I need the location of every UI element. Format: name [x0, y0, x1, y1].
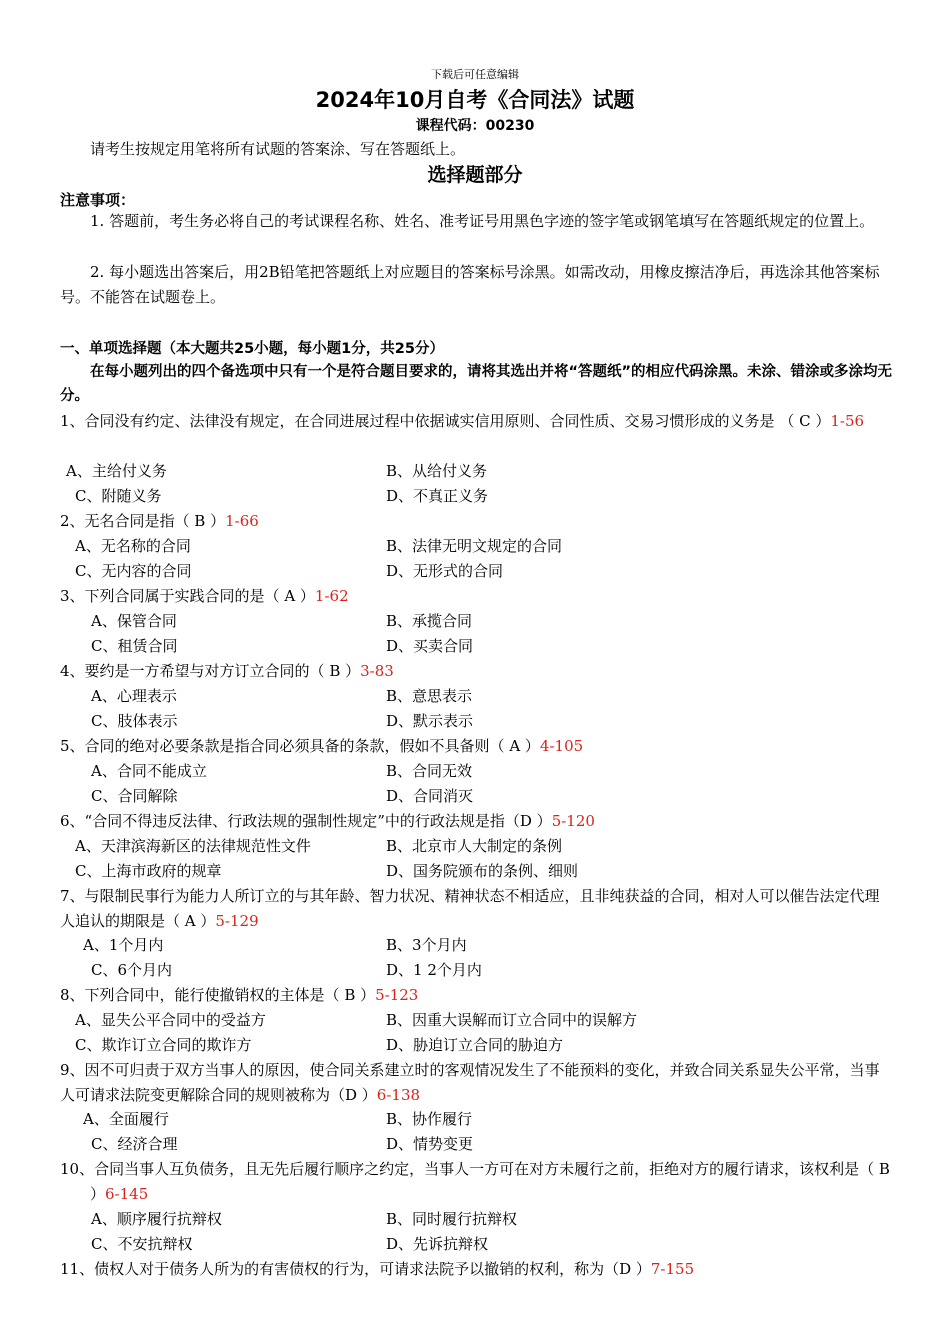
option-c: C、不安抗辩权 [91, 1235, 193, 1253]
option-d: D、1 2个月内 [386, 961, 482, 979]
page-reference: 1-62 [314, 587, 349, 605]
page-reference: 7-155 [650, 1260, 695, 1278]
page-reference: 1-56 [830, 412, 865, 430]
option-b: B、3个月内 [386, 936, 467, 954]
option-b: B、意思表示 [386, 687, 473, 705]
option-b: B、法律无明文规定的合同 [386, 537, 563, 555]
option-c: C、欺诈订立合同的欺诈方 [75, 1036, 252, 1054]
exam-instruction: 请考生按规定用笔将所有试题的答案涂、写在答题纸上。 [90, 140, 466, 158]
option-a: A、1个月内 [83, 936, 164, 954]
option-d: D、情势变更 [386, 1135, 474, 1153]
option-d: D、胁迫订立合同的胁迫方 [386, 1036, 564, 1054]
option-d: D、默示表示 [386, 712, 474, 730]
option-b: B、因重大误解而订立合同中的误解方 [386, 1011, 638, 1029]
option-a: A、无名称的合同 [75, 537, 191, 555]
question-stem: 5、合同的绝对必要条款是指合同必须具备的条款，假如不具备则（ A ）4-105 [60, 737, 584, 755]
question-stem: 2、无名合同是指（ B ）1-66 [60, 512, 259, 530]
question-stem: 7、与限制民事行为能力人所订立的与其年龄、智力状况、精神状态不相适应，且非纯获益的合同，相对人可以催告法定代理人追认的期限是（ A ）5-129 [60, 887, 880, 930]
option-b: B、合同无效 [386, 762, 473, 780]
note-item: 2. 每小题选出答案后，用2B铅笔把答题纸上对应题目的答案标号涂黑。如需改动，用橡皮擦洁净后，再选涂其他答案标号。不能答在试题卷上。 [60, 263, 880, 306]
question-stem: 4、要约是一方希望与对方订立合同的（ B ）3-83 [60, 662, 394, 680]
question-stem: 6、“合同不得违反法律、行政法规的强制性规定”中的行政法规是指（D ）5-120 [60, 812, 595, 830]
option-d: D、先诉抗辩权 [386, 1235, 489, 1253]
question-stem: 11、债权人对于债务人所为的有害债权的行为，可请求法院予以撤销的权利，称为（D ）7-155 [60, 1260, 695, 1278]
section-title: 选择题部分 [427, 164, 523, 186]
option-b: B、协作履行 [386, 1110, 473, 1128]
option-a: A、保管合同 [91, 612, 177, 630]
option-a: A、主给付义务 [66, 462, 167, 480]
page-reference: 3-83 [360, 662, 394, 680]
option-a: A、显失公平合同中的受益方 [75, 1011, 266, 1029]
page-title: 2024年10月自考《合同法》试题 [315, 88, 635, 112]
option-c: C、附随义务 [75, 487, 162, 505]
option-c: C、租赁合同 [91, 637, 178, 655]
header-note: 下载后可任意编辑 [431, 68, 519, 81]
option-d: D、国务院颁布的条例、细则 [386, 862, 579, 880]
option-d: D、无形式的合同 [386, 562, 504, 580]
option-b: B、北京市人大制定的条例 [386, 837, 563, 855]
option-a: A、合同不能成立 [91, 762, 207, 780]
option-c: C、6个月内 [91, 961, 173, 979]
page-reference: 5-129 [215, 912, 259, 930]
question-stem: 3、下列合同属于实践合同的是（ A ）1-62 [60, 587, 349, 605]
question-stem: 8、下列合同中，能行使撤销权的主体是（ B ）5-123 [60, 986, 419, 1004]
option-a: A、全面履行 [83, 1110, 169, 1128]
option-c: C、肢体表示 [91, 712, 178, 730]
option-c: C、经济合理 [91, 1135, 178, 1153]
option-a: A、顺序履行抗辩权 [91, 1210, 222, 1228]
option-d: D、合同消灭 [386, 787, 474, 805]
question-stem: 10、合同当事人互负债务，且无先后履行顺序之约定，当事人一方可在对方未履行之前，拒绝对方的履行请求，该权利是（ B ）6-145 [60, 1160, 890, 1203]
option-b: B、同时履行抗辩权 [386, 1210, 518, 1228]
option-d: D、不真正义务 [386, 487, 489, 505]
question-stem: 1、合同没有约定、法律没有规定，在合同进展过程中依据诚实信用原则、合同性质、交易习惯形成的义务是 （ C ）1-56 [60, 412, 865, 430]
page-reference: 1-66 [225, 512, 259, 530]
question-stem: 9、因不可归责于双方当事人的原因，使合同关系建立时的客观情况发生了不能预料的变化，并致合同关系显失公平常，当事人可请求法院变更解除合同的规则被称为（D ）6-138 [60, 1061, 880, 1104]
option-a: A、天津滨海新区的法律规范性文件 [75, 837, 311, 855]
option-d: D、买卖合同 [386, 637, 474, 655]
page-reference: 4-105 [539, 737, 584, 755]
option-b: B、从给付义务 [386, 462, 488, 480]
page-reference: 6-138 [376, 1086, 421, 1104]
note-item: 1. 答题前，考生务必将自己的考试课程名称、姓名、准考证号用黑色字迹的签字笔或钢笔填写在答题纸规定的位置上。 [90, 212, 875, 230]
option-c: C、上海市政府的规章 [75, 862, 222, 880]
page-reference: 5-123 [375, 986, 419, 1004]
option-c: C、无内容的合同 [75, 562, 192, 580]
page-reference: 5-120 [551, 812, 595, 830]
option-c: C、合同解除 [91, 787, 178, 805]
course-code: 课程代码：00230 [415, 118, 535, 134]
notes-heading: 注意事项： [60, 191, 136, 209]
option-b: B、承揽合同 [386, 612, 473, 630]
page-reference: 6-145 [105, 1185, 149, 1203]
part-instruction: 在每小题列出的四个备选项中只有一个是符合题目要求的，请将其选出并将“答题纸”的相应代码涂黑。未涂、错涂或多涂均无分。 [60, 364, 893, 404]
part-heading: 一、单项选择题（本大题共25小题，每小题1分，共25分） [60, 341, 444, 357]
option-a: A、心理表示 [91, 687, 177, 705]
